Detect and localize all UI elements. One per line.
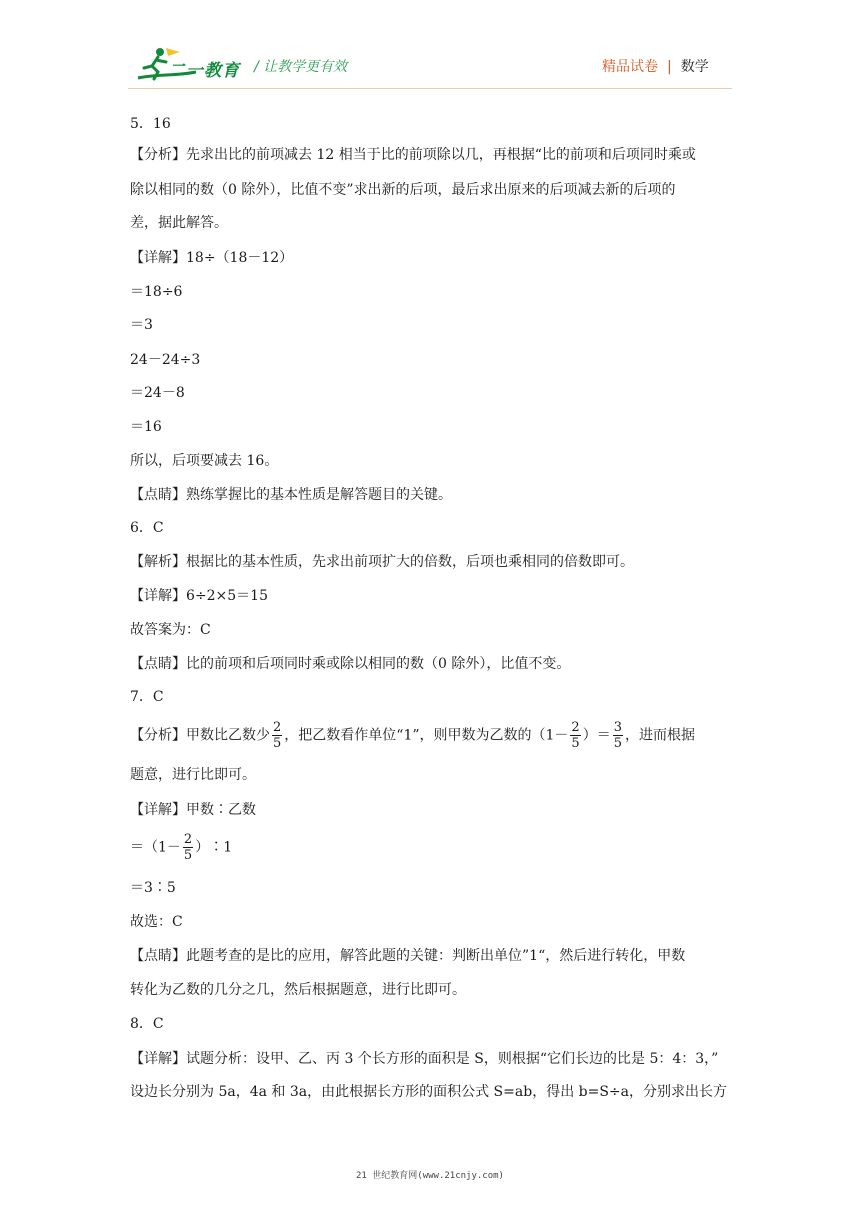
header-separator: |	[667, 59, 672, 75]
fraction-numerator: 2	[183, 832, 193, 847]
q7-analysis-2: 题意，进行比即可。	[130, 767, 256, 783]
subject-label: 数学	[680, 59, 709, 75]
header-right	[602, 56, 709, 76]
q7-analysis	[130, 720, 695, 751]
logo-text: 二一教育	[168, 61, 240, 81]
q5-analysis: 【分析】先求出比的前项减去 12 相当于比的前项除以几，再根据“比的前项和后项同时乘或	[130, 147, 696, 163]
fraction-denominator: 5	[183, 848, 193, 863]
q5-calc-1: ＝18÷6	[130, 284, 183, 300]
q7-analysis-a: 【分析】甲数比乙数少	[130, 727, 270, 744]
q7-answer: 故选：C	[130, 914, 183, 930]
q5-calc-3: 24－24÷3	[130, 352, 201, 368]
brand-label: 精品试卷	[602, 59, 658, 75]
q7-analysis-b: ，把乙数看作单位“1”，则甲数为乙数的（1－	[284, 727, 569, 744]
q6-number: 6．C	[130, 520, 164, 536]
fraction-two-fifths	[570, 720, 580, 751]
q7-calc-1a: ＝（1－	[130, 839, 181, 856]
q6-detail: 【详解】6÷2×5＝15	[130, 588, 268, 604]
q5-calc-5: ＝16	[130, 419, 162, 435]
q5-calc-4: ＝24－8	[130, 385, 185, 401]
q5-analysis-3: 差，据此解答。	[130, 215, 228, 231]
fraction-two-fifths	[183, 832, 193, 863]
q5-analysis-2: 除以相同的数（0 除外），比值不变”求出新的后项，最后求出原来的后项减去新的后项的	[130, 182, 676, 198]
q7-analysis-d: ，进而根据	[624, 727, 695, 744]
q5-number: 5．16	[130, 116, 171, 132]
fraction-denominator: 5	[613, 736, 622, 751]
q8-number: 8．C	[130, 1016, 164, 1032]
q8-detail: 【详解】试题分析：设甲、乙、丙 3 个长方形的面积是 S，则根据“它们长边的比是 5：4：3，”	[130, 1051, 719, 1067]
q5-detail: 【详解】18÷（18－12）	[130, 250, 294, 266]
fraction-denominator: 5	[571, 736, 580, 751]
q8-detail-2: 设边长分别为 5a，4a 和 3a，由此根据长方形的面积公式 S=ab，得出 b=S÷a，分别求出长方	[130, 1084, 728, 1100]
fraction-denominator: 5	[273, 736, 282, 751]
fraction-two-fifths	[272, 720, 282, 751]
fraction-numerator: 3	[613, 720, 622, 735]
q7-calc-1	[130, 832, 232, 863]
q5-conclusion: 所以，后项要减去 16。	[130, 453, 279, 469]
q7-calc-2: ＝3∶5	[130, 880, 176, 896]
q7-detail: 【详解】甲数∶乙数	[130, 802, 256, 818]
q6-analysis: 【解析】根据比的基本性质，先求出前项扩大的倍数，后项也乘相同的倍数即可。	[130, 554, 634, 570]
page-header	[0, 0, 860, 96]
q7-number: 7．C	[130, 689, 164, 705]
header-divider	[128, 88, 732, 89]
q7-analysis-c: ）＝	[582, 727, 611, 744]
fraction-numerator: 2	[273, 720, 282, 735]
q5-comment: 【点睛】熟练掌握比的基本性质是解答题目的关键。	[130, 487, 452, 503]
slogan: / 让教学更有效	[254, 59, 348, 75]
q6-answer: 故答案为：C	[130, 622, 211, 638]
page-footer: 21 世纪教育网(www.21cnjy.com)	[356, 1171, 504, 1181]
q5-calc-2: ＝3	[130, 317, 153, 333]
q7-calc-1b: ）∶1	[195, 839, 233, 856]
fraction-three-fifths	[613, 720, 623, 751]
q7-comment-2: 转化为乙数的几分之几，然后根据题意，进行比即可。	[130, 982, 466, 998]
q7-comment: 【点睛】此题考查的是比的应用，解答此题的关键：判断出单位”1“，然后进行转化，甲数	[130, 948, 686, 964]
q6-comment: 【点睛】比的前项和后项同时乘或除以相同的数（0 除外），比值不变。	[130, 656, 571, 672]
fraction-numerator: 2	[571, 720, 580, 735]
